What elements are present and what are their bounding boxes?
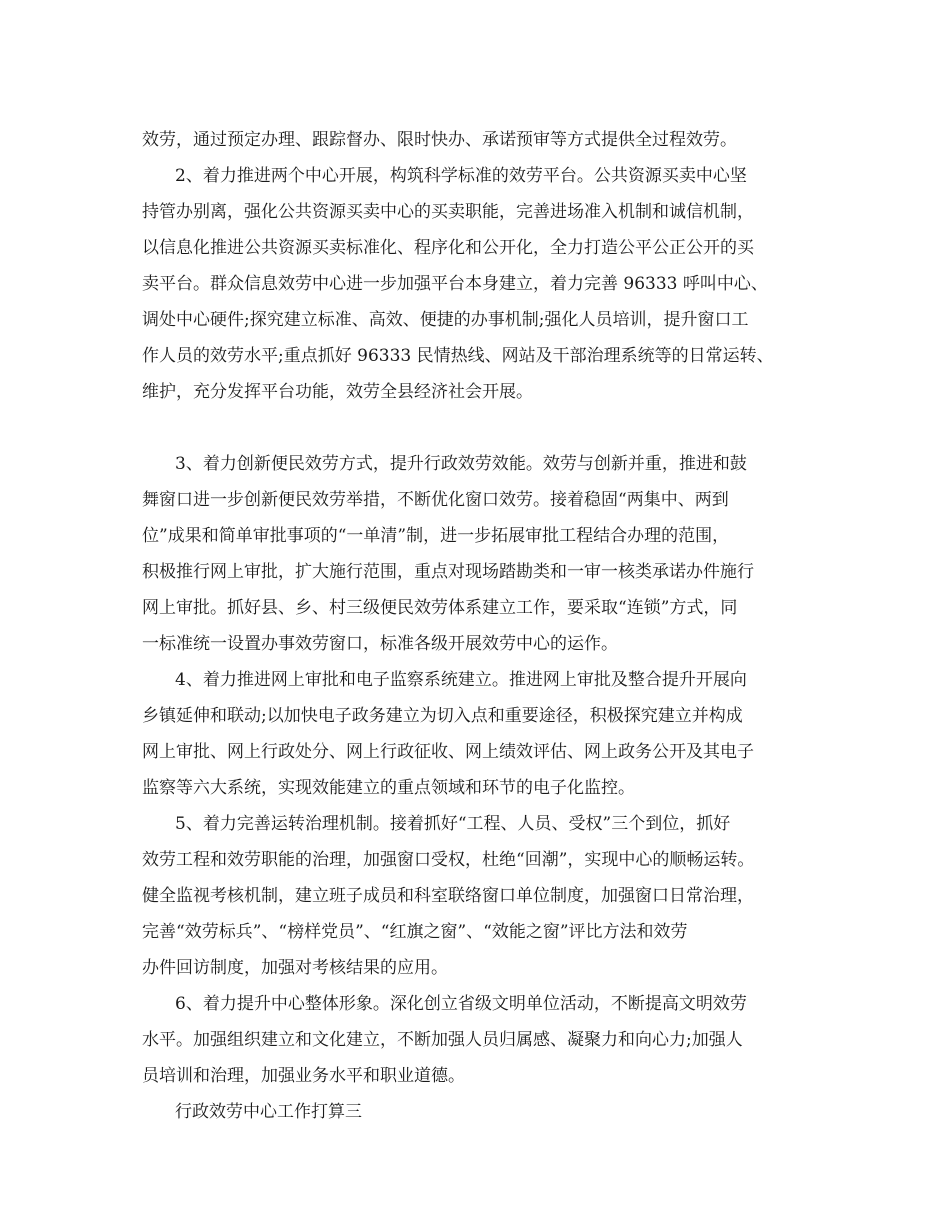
section-heading [142,1094,832,1130]
text-line: 3、着力创新便民效劳方式，提升行政效劳效能。效劳与创新并重，推进和鼓 [175,454,747,474]
text-line: 维护，充分发挥平台功能，效劳全县经济社会开展。 [142,382,533,402]
paragraph-continuation [142,122,832,158]
text-line: 4、着力推进网上审批和电子监察系统建立。推进网上审批及整合提升开展向 [175,670,747,690]
text-line: 行政效劳中心工作打算三 [175,1102,362,1122]
text-line: 持管办别离，强化公共资源买卖中心的买卖职能，完善进场准入机制和诚信机制， [142,202,754,222]
text-line: 完善“效劳标兵”、“榜样党员”、“红旗之窗”、“效能之窗”评比方法和效劳 [142,922,688,942]
text-line: 监察等六大系统，实现效能建立的重点领域和环节的电子化监控。 [142,778,635,798]
paragraph-item-6 [142,986,832,1094]
text-line: 效劳工程和效劳职能的治理，加强窗口受权，杜绝“回潮”，实现中心的顺畅运转。 [142,850,755,870]
document-body [142,122,832,1130]
text-line: 卖平台。群众信息效劳中心进一步加强平台本身建立，着力完善 96333 呼叫中心、 [142,274,768,294]
text-line: 网上审批、网上行政处分、网上行政征收、网上绩效评估、网上政务公开及其电子 [142,742,754,762]
text-line: 一标准统一设置办事效劳窗口，标准各级开展效劳中心的运作。 [142,634,618,654]
text-line: 作人员的效劳水平;重点抓好 96333 民情热线、网站及干部治理系统等的日常运转、 [142,346,774,366]
text-line: 调处中心硬件;探究建立标准、高效、便捷的办事机制;强化人员培训，提升窗口工 [142,310,749,330]
text-line: 乡镇延伸和联动;以加快电子政务建立为切入点和重要途径，积极探究建立并构成 [142,706,743,726]
text-line: 位”成果和简单审批事项的“一单清”制，进一步拓展审批工程结合办理的范围， [142,526,730,546]
text-line [142,410,832,446]
text-line: 舞窗口进一步创新便民效劳举措，不断优化窗口效劳。接着稳固“两集中、两到 [142,490,729,510]
text-line: 2、着力推进两个中心开展，构筑科学标准的效劳平台。公共资源买卖中心坚 [175,166,747,186]
text-line: 健全监视考核机制，建立班子成员和科室联络窗口单位制度，加强窗口日常治理， [142,886,754,906]
paragraph-item-2 [142,158,832,446]
text-line: 以信息化推进公共资源买卖标准化、程序化和公开化，全力打造公平公正公开的买 [142,238,754,258]
text-line: 6、着力提升中心整体形象。深化创立省级文明单位活动，不断提高文明效劳 [175,994,747,1014]
text-line: 积极推行网上审批，扩大施行范围，重点对现场踏勘类和一审一核类承诺办件施行 [142,562,754,582]
text-line: 网上审批。抓好县、乡、村三级便民效劳体系建立工作，要采取“连锁”方式，同 [142,598,738,618]
paragraph-item-4 [142,662,832,806]
text-line: 效劳，通过预定办理、跟踪督办、限时快办、承诺预审等方式提供全过程效劳。 [142,130,737,150]
text-line: 办件回访制度，加强对考核结果的应用。 [142,958,448,978]
text-line: 水平。加强组织建立和文化建立，不断加强人员归属感、凝聚力和向心力;加强人 [142,1030,743,1050]
paragraph-item-5 [142,806,832,986]
paragraph-item-3 [142,446,832,662]
text-line: 员培训和治理，加强业务水平和职业道德。 [142,1066,465,1086]
text-line: 5、着力完善运转治理机制。接着抓好“工程、人员、受权”三个到位，抓好 [175,814,731,834]
